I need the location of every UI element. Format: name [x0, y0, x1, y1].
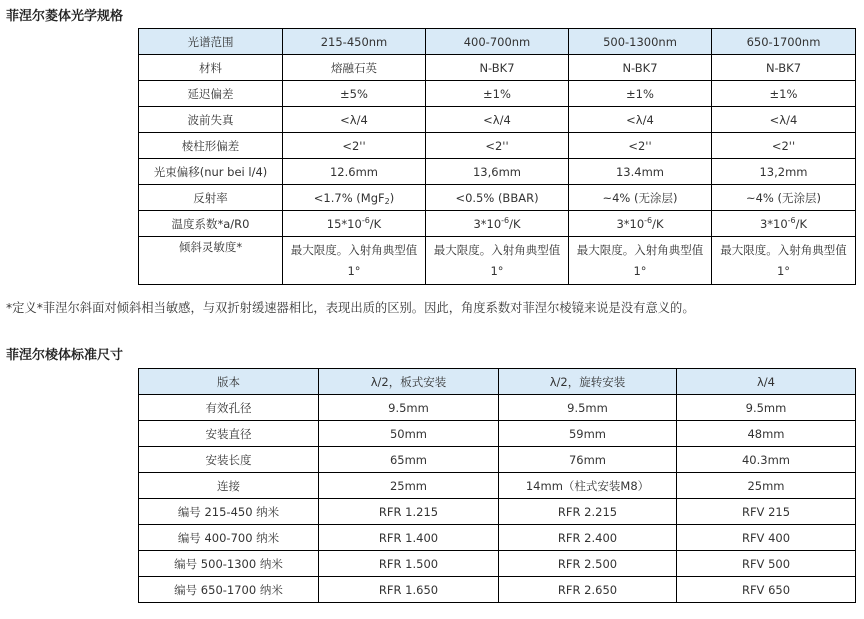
spec-header-cell: 650-1700nm: [712, 29, 856, 55]
spec-cell: <λ/4: [569, 107, 712, 133]
spec-cell: <2'': [426, 133, 569, 159]
spec-cell: 13,2mm: [712, 159, 856, 185]
size-row-label: 编号 400-700 纳米: [139, 525, 319, 551]
spec-row-tilt-sensitivity: [139, 237, 856, 285]
spec-row-label: 波前失真: [139, 107, 283, 133]
spec-cell: <λ/4: [712, 107, 856, 133]
exponent: -6: [501, 215, 510, 225]
spec-cell: 13.4mm: [569, 159, 712, 185]
size-cell: RFR 2.400: [499, 525, 677, 551]
reflectance-value: <1.7% (MgF: [313, 190, 385, 205]
spec-row-beam-offset: [139, 159, 856, 185]
size-row: [139, 551, 856, 577]
spec-row-retardation-deviation: [139, 81, 856, 107]
spec-row-label: 光束偏移(nur bei l/4): [139, 159, 283, 185]
size-cell: 40.3mm: [677, 447, 856, 473]
coefficient-unit: /K: [652, 216, 664, 231]
size-row: [139, 577, 856, 603]
size-cell: RFR 2.650: [499, 577, 677, 603]
coefficient-unit: /K: [795, 216, 808, 231]
size-section-title: 菲涅尔棱体标准尺寸: [6, 348, 124, 363]
coefficient-base: 3*10: [616, 216, 645, 231]
spec-row-wavefront-distortion: [139, 107, 856, 133]
spec-cell: 最大限度。入射角典型值 1°: [712, 237, 856, 285]
size-header-cell: λ/4: [677, 369, 856, 395]
spec-cell: [283, 211, 426, 237]
size-row-label: 安装直径: [139, 421, 319, 447]
spec-cell: N-BK7: [712, 55, 856, 81]
size-cell: RFR 1.500: [319, 551, 499, 577]
spec-cell: ±1%: [426, 81, 569, 107]
size-cell: 14mm（柱式安装M8）: [499, 473, 677, 499]
coefficient-base: 3*10: [759, 216, 788, 231]
spec-cell: ~4% (无涂层): [712, 185, 856, 211]
spec-cell: 熔融石英: [283, 55, 426, 81]
spec-header-cell: 500-1300nm: [569, 29, 712, 55]
spec-header-row: [139, 29, 856, 55]
size-row: [139, 499, 856, 525]
size-cell: RFR 2.500: [499, 551, 677, 577]
spec-cell: [426, 211, 569, 237]
spec-cell: 12.6mm: [283, 159, 426, 185]
spec-row-label: 材料: [139, 55, 283, 81]
spec-cell: <λ/4: [283, 107, 426, 133]
spec-cell: 最大限度。入射角典型值 1°: [569, 237, 712, 285]
size-row-label: 连接: [139, 473, 319, 499]
size-cell: 59mm: [499, 421, 677, 447]
spec-header-cell: 光谱范围: [139, 29, 283, 55]
spec-cell: [283, 185, 426, 211]
spec-cell: 最大限度。入射角典型值 1°: [283, 237, 426, 285]
size-cell: RFR 1.400: [319, 525, 499, 551]
size-row: [139, 421, 856, 447]
size-row-label: 安装长度: [139, 447, 319, 473]
spec-cell: <0.5% (BBAR): [426, 185, 569, 211]
size-cell: RFR 1.215: [319, 499, 499, 525]
size-cell: RFV 500: [677, 551, 856, 577]
size-row: [139, 525, 856, 551]
subscript: 2: [384, 196, 390, 206]
spec-cell: <2'': [569, 133, 712, 159]
spec-section-title: 菲涅尔菱体光学规格: [6, 9, 124, 24]
spec-row-reflectance: [139, 185, 856, 211]
size-row: [139, 473, 856, 499]
size-cell: 9.5mm: [499, 395, 677, 421]
standard-size-table: [138, 368, 856, 603]
spec-cell: N-BK7: [569, 55, 712, 81]
size-row-label: 有效孔径: [139, 395, 319, 421]
spec-cell: ±1%: [569, 81, 712, 107]
size-row: [139, 395, 856, 421]
spec-header-cell: 400-700nm: [426, 29, 569, 55]
coefficient-base: 3*10: [473, 216, 502, 231]
coefficient-unit: /K: [369, 216, 382, 231]
spec-row-label: 棱柱形偏差: [139, 133, 283, 159]
spec-row-label: 延迟偏差: [139, 81, 283, 107]
spec-row-prism-deviation: [139, 133, 856, 159]
spec-row-label: 反射率: [139, 185, 283, 211]
exponent: -6: [644, 215, 653, 225]
size-header-cell: 版本: [139, 369, 319, 395]
reflectance-suffix: ): [389, 190, 395, 205]
coefficient-unit: /K: [509, 216, 521, 231]
size-cell: 65mm: [319, 447, 499, 473]
spec-cell: N-BK7: [426, 55, 569, 81]
size-cell: 25mm: [319, 473, 499, 499]
spec-cell: <2'': [712, 133, 856, 159]
spec-cell: ±1%: [712, 81, 856, 107]
size-row-label: 编号 500-1300 纳米: [139, 551, 319, 577]
spec-cell: <λ/4: [426, 107, 569, 133]
spec-cell: <2'': [283, 133, 426, 159]
size-cell: RFR 2.215: [499, 499, 677, 525]
size-row-label: 编号 215-450 纳米: [139, 499, 319, 525]
spec-cell: 最大限度。入射角典型值 1°: [426, 237, 569, 285]
size-cell: RFV 650: [677, 577, 856, 603]
size-header-row: [139, 369, 856, 395]
size-cell: RFV 400: [677, 525, 856, 551]
spec-header-cell: 215-450nm: [283, 29, 426, 55]
spec-row-label: 温度系数*a/R0: [139, 211, 283, 237]
size-cell: 76mm: [499, 447, 677, 473]
size-header-cell: λ/2，旋转安装: [499, 369, 677, 395]
spec-cell: [569, 211, 712, 237]
size-cell: 9.5mm: [319, 395, 499, 421]
exponent: -6: [787, 215, 796, 225]
optical-spec-table: [138, 28, 856, 285]
spec-row-label: 倾斜灵敏度*: [139, 237, 283, 285]
spec-cell: [712, 211, 856, 237]
exponent: -6: [361, 215, 370, 225]
size-cell: 25mm: [677, 473, 856, 499]
size-cell: RFV 215: [677, 499, 856, 525]
size-cell: 9.5mm: [677, 395, 856, 421]
size-cell: 48mm: [677, 421, 856, 447]
size-row-label: 编号 650-1700 纳米: [139, 577, 319, 603]
size-row: [139, 447, 856, 473]
spec-cell: ~4% (无涂层): [569, 185, 712, 211]
spec-row-temperature-coefficient: [139, 211, 856, 237]
size-header-cell: λ/2，板式安装: [319, 369, 499, 395]
size-cell: RFR 1.650: [319, 577, 499, 603]
spec-row-material: [139, 55, 856, 81]
footnote: *定义*菲涅尔斜面对倾斜相当敏感，与双折射缓速器相比，表现出质的区别。因此，角度系数对菲涅尔棱镜来说是没有意义的。: [6, 301, 695, 315]
size-cell: 50mm: [319, 421, 499, 447]
spec-cell: ±5%: [283, 81, 426, 107]
spec-cell: 13,6mm: [426, 159, 569, 185]
coefficient-base: 15*10: [326, 216, 362, 231]
